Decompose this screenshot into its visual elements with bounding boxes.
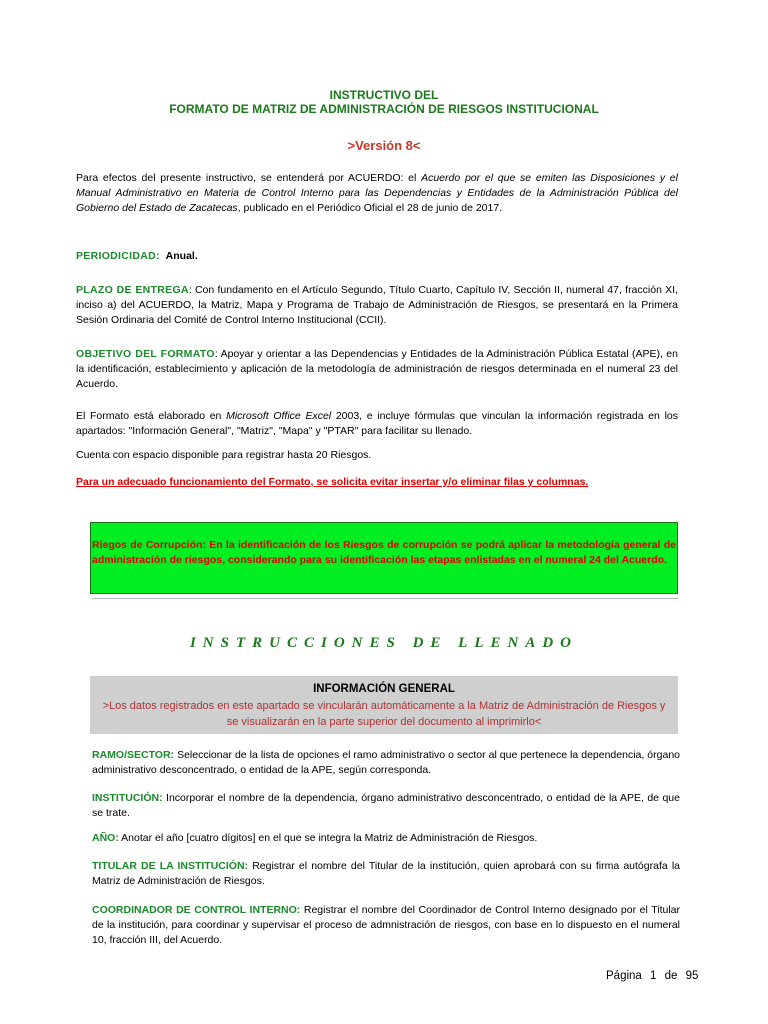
document-title-line1: INSTRUCTIVO DEL: [329, 88, 439, 102]
acuerdo-title: Acuerdo por el que se emiten las Disposiciones y el Manual Administrativo en Materia de Control Interno para las Dependencias y Entidades de la Administración Pública del Gobierno del Estado de Zacatecas: [76, 172, 678, 214]
institucion-text: Incorporar el nombre de la dependencia, órgano administrativo desconcentrado, o entidad de la APE, de que se trate.: [92, 792, 680, 819]
plazo-label: PLAZO DE ENTREGA: [76, 284, 189, 296]
document-title-line2: FORMATO DE MATRIZ DE ADMINISTRACIÓN DE RIESGOS INSTITUCIONAL: [169, 102, 599, 116]
coordinador-label: COORDINADOR DE CONTROL INTERNO:: [92, 904, 301, 916]
section-coordinador: [92, 903, 680, 948]
objetivo-label: OBJETIVO DEL FORMATO: [76, 348, 215, 360]
intro-paragraph: [76, 171, 678, 216]
info-general-subtitle: >Los datos registrados en este apartado se vincularán automáticamente a la Matriz de Administración de Riesgos y se visualizarán en la parte superior del documento al imprimirlo<: [102, 700, 666, 728]
plazo-paragraph: [76, 283, 678, 328]
titular-text: Registrar el nombre del Titular de la institución, quien aprobará con su firma autógrafa la Matriz de Administración de Riesgos.: [92, 860, 680, 887]
ramo-label: RAMO/SECTOR:: [92, 749, 175, 761]
periodicidad-paragraph: [76, 249, 678, 264]
titular-label: TITULAR DE LA INSTITUCIÓN:: [92, 860, 249, 872]
plazo-text: : Con fundamento en el Artículo Segundo, Título Cuarto, Capítulo IV, Sección II, numeral 47, fracción XI, inciso a) del ACUERDO, la Matriz, Mapa y Programa de Trabajo de Administración de Riesgos, se presentará en la Primera Sesión Ordinaria del Comité de Control Interno Institucional (CCII).: [76, 284, 678, 326]
info-general-title: INFORMACIÓN GENERAL: [313, 683, 455, 695]
corrupcion-text: Riegos de Corrupción: En la identificación de los Riesgos de corrupción se podrá aplicar la metodología general de administración de riesgos, considerando para su identificación las etapas enlistadas en el numeral 24 del Acuerdo.: [92, 539, 676, 566]
section-institucion: [92, 791, 680, 821]
instrucciones-heading: INSTRUCCIONES DE LLENADO: [189, 635, 579, 651]
institucion-label: INSTITUCIÓN:: [92, 792, 163, 804]
periodicidad-value: Anual.: [165, 250, 198, 262]
anio-text: Anotar el año [cuatro dígitos] en el que se integra la Matriz de Administración de Riesgos.: [118, 832, 538, 844]
formato-text-1: El Formato está elaborado en: [76, 410, 227, 422]
objetivo-paragraph: [76, 347, 678, 392]
formato-paragraph: [76, 409, 678, 439]
periodicidad-label: PERIODICIDAD:: [76, 250, 160, 262]
warning-text: Para un adecuado funcionamiento del Formato, se solicita evitar insertar y/o eliminar filas y columnas.: [76, 476, 589, 488]
objetivo-text: : Apoyar y orientar a las Dependencias y Entidades de la Administración Pública Estatal (APE), en la identificación, establecimiento y aplicación de la metodología de administración de riesgos determinada en el numeral 23 del Acuerdo.: [76, 348, 678, 390]
formato-text-2: 2003, e incluye fórmulas que vinculan la información registrada en los apartados: "Información General", "Matriz", "Mapa" y "PTAR" para facilitar su llenado.: [76, 410, 678, 437]
coordinador-text: Registrar el nombre del Coordinador de Control Interno designado por el Titular de la institución, para coordinar y supervisar el proceso de admnistración de riesgos, con base en lo dispuesto en el numeral 10, fracción III, del Acuerdo.: [92, 904, 681, 946]
ramo-text: Seleccionar de la lista de opciones el ramo administrativo o sector al que pertenece la dependencia, órgano administrativo desconcentrado, o entidad de la APE, según corresponda.: [92, 749, 680, 776]
intro-text-1: Para efectos del presente instructivo, se entenderá por ACUERDO: el: [76, 172, 422, 184]
excel-name: Microsoft Office Excel: [226, 410, 332, 422]
section-titular: [92, 859, 680, 889]
section-ramo: [92, 748, 680, 778]
page-number: Página 1 de 95: [606, 970, 699, 982]
anio-label: AÑO:: [92, 832, 119, 844]
version-label: >Versión 8<: [347, 138, 421, 153]
intro-text-2: , publicado en el Periódico Oficial el 28 de junio de 2017.: [237, 202, 503, 214]
capacity-paragraph: Cuenta con espacio disponible para registrar hasta 20 Riesgos.: [76, 449, 372, 461]
section-anio: [92, 831, 680, 846]
divider: [92, 598, 678, 599]
